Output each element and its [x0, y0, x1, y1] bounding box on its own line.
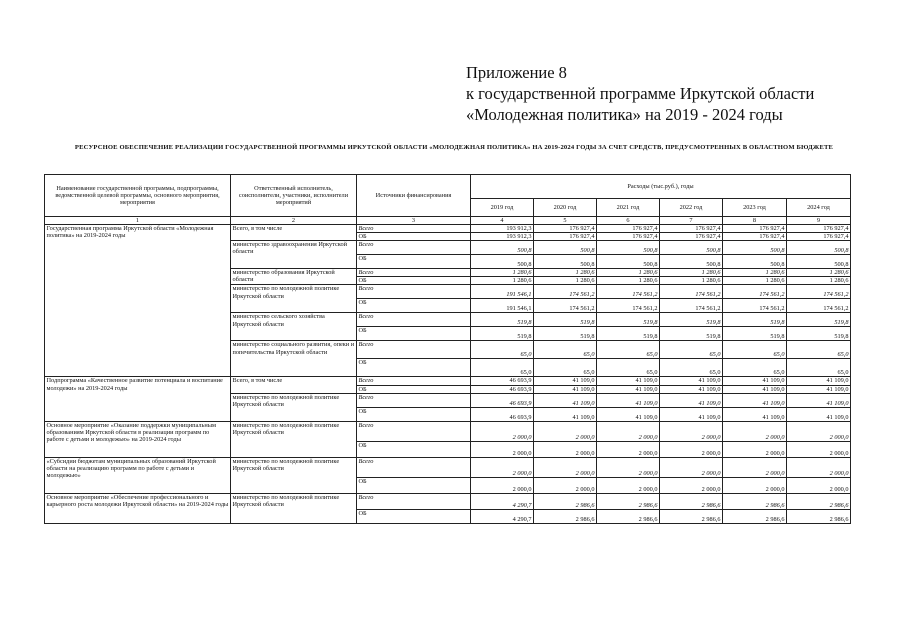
amount-total-cell: 2 986,6 — [787, 493, 851, 509]
amount-ob-cell: 500,8 — [660, 255, 723, 269]
source-ob-cell: ОБ — [357, 277, 471, 285]
program-name-cell: Подпрограмма «Качественное развитие потенциала и воспитание молодежи» на 2019-2024 годы — [45, 377, 231, 421]
source-ob-cell: ОБ — [357, 441, 471, 457]
amount-total-cell: 519,8 — [723, 313, 787, 327]
amount-ob-cell: 2 986,6 — [660, 509, 723, 523]
amount-ob-cell: 2 986,6 — [723, 509, 787, 523]
amount-ob-cell: 1 280,6 — [787, 277, 851, 285]
amount-ob-cell: 176 927,4 — [534, 233, 597, 241]
source-total-cell: Всего — [357, 285, 471, 299]
amount-total-cell: 2 000,0 — [597, 421, 660, 441]
amount-total-cell: 176 927,4 — [534, 225, 597, 233]
header-executor: Ответственный исполнитель, соисполнители, участники, исполнители мероприятий — [231, 175, 357, 217]
executor-cell: министерство по молодежной политике Иркутской области — [231, 421, 357, 457]
amount-ob-cell: 2 000,0 — [471, 441, 534, 457]
table-row — [45, 493, 851, 509]
source-ob-cell: ОБ — [357, 327, 471, 341]
program-name-cell: Основное мероприятие «Обеспечение профессионального и карьерного роста молодежи Иркутской области» на 2019-2024 годы — [45, 493, 231, 523]
source-total-cell: Всего — [357, 393, 471, 407]
amount-ob-cell: 46 693,9 — [471, 407, 534, 421]
column-number: 9 — [787, 217, 851, 225]
header-year: 2021 год — [597, 199, 660, 217]
table-row — [45, 421, 851, 441]
amount-total-cell: 65,0 — [597, 341, 660, 359]
amount-ob-cell: 500,8 — [534, 255, 597, 269]
amount-ob-cell: 519,8 — [534, 327, 597, 341]
amount-total-cell: 1 280,6 — [660, 269, 723, 277]
source-total-cell: Всего — [357, 313, 471, 327]
amount-ob-cell: 65,0 — [597, 359, 660, 377]
executor-cell: министерство по молодежной политике Иркутской области — [231, 393, 357, 421]
column-number-row — [45, 217, 851, 225]
amount-ob-cell: 1 280,6 — [471, 277, 534, 285]
amount-total-cell: 176 927,4 — [660, 225, 723, 233]
amount-total-cell: 519,8 — [471, 313, 534, 327]
amount-ob-cell: 1 280,6 — [660, 277, 723, 285]
amount-total-cell: 191 546,1 — [471, 285, 534, 299]
amount-total-cell: 500,8 — [723, 241, 787, 255]
source-ob-cell: ОБ — [357, 477, 471, 493]
amount-ob-cell: 41 109,0 — [597, 407, 660, 421]
amount-total-cell: 41 109,0 — [787, 377, 851, 385]
source-total-cell: Всего — [357, 341, 471, 359]
amount-total-cell: 193 912,3 — [471, 225, 534, 233]
amount-ob-cell: 2 000,0 — [723, 441, 787, 457]
amount-total-cell: 2 986,6 — [660, 493, 723, 509]
column-number: 3 — [357, 217, 471, 225]
amount-ob-cell: 2 000,0 — [660, 441, 723, 457]
amount-ob-cell: 2 000,0 — [534, 477, 597, 493]
amount-ob-cell: 174 561,2 — [597, 299, 660, 313]
amount-total-cell: 500,8 — [787, 241, 851, 255]
amount-ob-cell: 519,8 — [660, 327, 723, 341]
amount-total-cell: 41 109,0 — [660, 377, 723, 385]
source-ob-cell: ОБ — [357, 407, 471, 421]
amount-ob-cell: 2 000,0 — [471, 477, 534, 493]
amount-ob-cell: 1 280,6 — [723, 277, 787, 285]
amount-total-cell: 2 000,0 — [597, 457, 660, 477]
amount-total-cell: 174 561,2 — [597, 285, 660, 299]
amount-total-cell: 519,8 — [534, 313, 597, 327]
amount-ob-cell: 2 000,0 — [534, 441, 597, 457]
amount-total-cell: 1 280,6 — [787, 269, 851, 277]
resource-table — [44, 174, 851, 524]
amount-ob-cell: 65,0 — [471, 359, 534, 377]
table-body — [45, 225, 851, 524]
header-name: Наименование государственной программы, подпрограммы, ведомственной целевой программы, основного мероприятия, мероприятия — [45, 175, 231, 217]
amount-total-cell: 41 109,0 — [597, 377, 660, 385]
source-total-cell: Всего — [357, 457, 471, 477]
amount-ob-cell: 174 561,2 — [660, 299, 723, 313]
amount-ob-cell: 500,8 — [787, 255, 851, 269]
amount-total-cell: 1 280,6 — [534, 269, 597, 277]
amount-ob-cell: 2 000,0 — [597, 441, 660, 457]
source-ob-cell: ОБ — [357, 385, 471, 393]
executor-cell: Всего, в том числе — [231, 377, 357, 393]
appendix-heading — [466, 62, 886, 125]
source-ob-cell: ОБ — [357, 299, 471, 313]
amount-total-cell: 1 280,6 — [471, 269, 534, 277]
amount-total-cell: 2 986,6 — [723, 493, 787, 509]
column-number: 4 — [471, 217, 534, 225]
amount-total-cell: 65,0 — [534, 341, 597, 359]
amount-total-cell: 500,8 — [597, 241, 660, 255]
amount-ob-cell: 2 000,0 — [723, 477, 787, 493]
executor-cell: министерство сельского хозяйства Иркутской области — [231, 313, 357, 341]
amount-ob-cell: 1 280,6 — [597, 277, 660, 285]
amount-ob-cell: 174 561,2 — [787, 299, 851, 313]
amount-ob-cell: 41 109,0 — [723, 385, 787, 393]
amount-ob-cell: 4 290,7 — [471, 509, 534, 523]
source-total-cell: Всего — [357, 241, 471, 255]
executor-cell: министерство здравоохранения Иркутской области — [231, 241, 357, 269]
amount-ob-cell: 176 927,4 — [660, 233, 723, 241]
source-ob-cell: ОБ — [357, 233, 471, 241]
column-number: 1 — [45, 217, 231, 225]
amount-ob-cell: 41 109,0 — [787, 407, 851, 421]
amount-ob-cell: 176 927,4 — [787, 233, 851, 241]
amount-ob-cell: 174 561,2 — [534, 299, 597, 313]
amount-ob-cell: 500,8 — [471, 255, 534, 269]
amount-ob-cell: 2 986,6 — [787, 509, 851, 523]
header-source: Источники финансирования — [357, 175, 471, 217]
amount-ob-cell: 519,8 — [471, 327, 534, 341]
amount-total-cell: 46 693,9 — [471, 377, 534, 385]
column-number: 7 — [660, 217, 723, 225]
source-ob-cell: ОБ — [357, 509, 471, 523]
amount-ob-cell: 519,8 — [787, 327, 851, 341]
amount-ob-cell: 191 546,1 — [471, 299, 534, 313]
amount-total-cell: 519,8 — [787, 313, 851, 327]
amount-total-cell: 2 000,0 — [471, 421, 534, 441]
header-year: 2024 год — [787, 199, 851, 217]
amount-ob-cell: 41 109,0 — [660, 385, 723, 393]
source-total-cell: Всего — [357, 269, 471, 277]
amount-total-cell: 41 109,0 — [787, 393, 851, 407]
amount-total-cell: 41 109,0 — [723, 377, 787, 385]
amount-total-cell: 500,8 — [471, 241, 534, 255]
amount-ob-cell: 41 109,0 — [534, 407, 597, 421]
source-total-cell: Всего — [357, 377, 471, 385]
amount-total-cell: 65,0 — [723, 341, 787, 359]
amount-ob-cell: 176 927,4 — [723, 233, 787, 241]
amount-total-cell: 46 693,9 — [471, 393, 534, 407]
amount-ob-cell: 193 912,3 — [471, 233, 534, 241]
amount-total-cell: 2 000,0 — [787, 457, 851, 477]
column-number: 2 — [231, 217, 357, 225]
amount-total-cell: 176 927,4 — [787, 225, 851, 233]
executor-cell: Всего, в том числе — [231, 225, 357, 241]
amount-total-cell: 174 561,2 — [723, 285, 787, 299]
amount-total-cell: 65,0 — [660, 341, 723, 359]
executor-cell: министерство по молодежной политике Иркутской области — [231, 457, 357, 493]
amount-total-cell: 2 000,0 — [660, 421, 723, 441]
amount-total-cell: 2 000,0 — [660, 457, 723, 477]
amount-total-cell: 176 927,4 — [723, 225, 787, 233]
executor-cell: министерство по молодежной политике Иркутской области — [231, 285, 357, 313]
source-ob-cell: ОБ — [357, 359, 471, 377]
amount-total-cell: 2 000,0 — [534, 421, 597, 441]
header-year: 2023 год — [723, 199, 787, 217]
amount-total-cell: 4 290,7 — [471, 493, 534, 509]
source-total-cell: Всего — [357, 225, 471, 233]
source-total-cell: Всего — [357, 493, 471, 509]
amount-total-cell: 41 109,0 — [534, 377, 597, 385]
amount-total-cell: 65,0 — [787, 341, 851, 359]
appendix-line-2: к государственной программе Иркутской области — [466, 84, 815, 103]
amount-total-cell: 2 000,0 — [534, 457, 597, 477]
header-expenses: Расходы (тыс.руб.), годы — [471, 175, 851, 199]
amount-total-cell: 41 109,0 — [660, 393, 723, 407]
amount-ob-cell: 2 000,0 — [660, 477, 723, 493]
amount-total-cell: 2 000,0 — [723, 457, 787, 477]
amount-ob-cell: 2 000,0 — [787, 441, 851, 457]
source-ob-cell: ОБ — [357, 255, 471, 269]
column-number: 8 — [723, 217, 787, 225]
program-name-cell: Государственная программа Иркутской области «Молодежная политика» на 2019-2024 годы — [45, 225, 231, 377]
amount-ob-cell: 41 109,0 — [723, 407, 787, 421]
executor-cell: министерство социального развития, опеки и попечительства Иркутской области — [231, 341, 357, 377]
amount-total-cell: 176 927,4 — [597, 225, 660, 233]
amount-total-cell: 65,0 — [471, 341, 534, 359]
amount-total-cell: 2 986,6 — [597, 493, 660, 509]
amount-ob-cell: 2 000,0 — [597, 477, 660, 493]
amount-ob-cell: 174 561,2 — [723, 299, 787, 313]
amount-total-cell: 41 109,0 — [597, 393, 660, 407]
appendix-line-3: «Молодежная политика» на 2019 - 2024 годы — [466, 105, 783, 124]
amount-ob-cell: 176 927,4 — [597, 233, 660, 241]
header-year: 2022 год — [660, 199, 723, 217]
table-row — [45, 225, 851, 233]
amount-total-cell: 500,8 — [534, 241, 597, 255]
amount-ob-cell: 1 280,6 — [534, 277, 597, 285]
amount-ob-cell: 65,0 — [534, 359, 597, 377]
column-number: 5 — [534, 217, 597, 225]
amount-ob-cell: 2 000,0 — [787, 477, 851, 493]
program-name-cell: «Субсидии бюджетам муниципальных образований Иркутской области на реализацию программ по работе с детьми и молодежью» — [45, 457, 231, 493]
amount-total-cell: 1 280,6 — [723, 269, 787, 277]
amount-total-cell: 174 561,2 — [660, 285, 723, 299]
table-header-row — [45, 175, 851, 199]
amount-total-cell: 174 561,2 — [787, 285, 851, 299]
amount-total-cell: 2 986,6 — [534, 493, 597, 509]
amount-total-cell: 2 000,0 — [471, 457, 534, 477]
amount-ob-cell: 65,0 — [723, 359, 787, 377]
amount-ob-cell: 41 109,0 — [597, 385, 660, 393]
document-title: РЕСУРСНОЕ ОБЕСПЕЧЕНИЕ РЕАЛИЗАЦИИ ГОСУДАРСТВЕННОЙ ПРОГРАММЫ ИРКУТСКОЙ ОБЛАСТИ «МОЛОДЕЖНАЯ ПОЛИТИКА» НА 2019-2024 ГОДЫ ЗА СЧЕТ СРЕДСТВ, ПРЕДУСМОТРЕННЫХ В ОБЛАСТНОМ БЮДЖЕТЕ — [74, 144, 834, 151]
amount-total-cell: 41 109,0 — [723, 393, 787, 407]
amount-ob-cell: 519,8 — [723, 327, 787, 341]
amount-total-cell: 1 280,6 — [597, 269, 660, 277]
amount-total-cell: 174 561,2 — [534, 285, 597, 299]
amount-ob-cell: 2 986,6 — [597, 509, 660, 523]
program-name-cell: Основное мероприятие «Оказание поддержки муниципальным образованиям Иркутской области в реализации программ по работе с детьми и молодежью» на 2019-2024 годы — [45, 421, 231, 457]
amount-ob-cell: 519,8 — [597, 327, 660, 341]
executor-cell: министерство по молодежной политике Иркутской области — [231, 493, 357, 523]
amount-total-cell: 2 000,0 — [787, 421, 851, 441]
amount-total-cell: 41 109,0 — [534, 393, 597, 407]
amount-ob-cell: 46 693,9 — [471, 385, 534, 393]
amount-ob-cell: 41 109,0 — [534, 385, 597, 393]
header-year: 2020 год — [534, 199, 597, 217]
amount-ob-cell: 500,8 — [723, 255, 787, 269]
amount-ob-cell: 2 986,6 — [534, 509, 597, 523]
amount-total-cell: 500,8 — [660, 241, 723, 255]
header-year: 2019 год — [471, 199, 534, 217]
column-number: 6 — [597, 217, 660, 225]
amount-total-cell: 519,8 — [660, 313, 723, 327]
executor-cell: министерство образования Иркутской области — [231, 269, 357, 285]
amount-ob-cell: 65,0 — [660, 359, 723, 377]
source-total-cell: Всего — [357, 421, 471, 441]
amount-total-cell: 2 000,0 — [723, 421, 787, 441]
amount-ob-cell: 41 109,0 — [787, 385, 851, 393]
amount-ob-cell: 500,8 — [597, 255, 660, 269]
table-row — [45, 377, 851, 385]
amount-ob-cell: 65,0 — [787, 359, 851, 377]
table-row — [45, 457, 851, 477]
appendix-line-1: Приложение 8 — [466, 63, 567, 82]
amount-ob-cell: 41 109,0 — [660, 407, 723, 421]
amount-total-cell: 519,8 — [597, 313, 660, 327]
